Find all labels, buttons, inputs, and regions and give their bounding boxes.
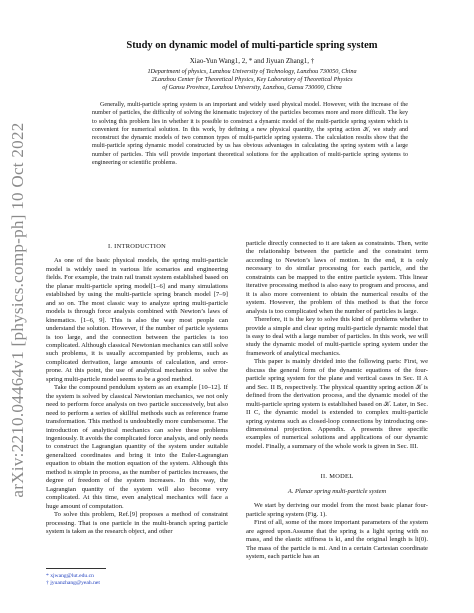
affiliation-line: 2Lanzhou Center for Theoretical Physics, Key Laboratory of Theoretical Physics <box>151 76 353 84</box>
body-paragraph: particle directly connected to it are taken as constraints. Then, write the relationship between the particle and the constraint term according to Newton’s laws of motion. In the end, it is only necessary to do similar processing for each particle, and the constraints can be mapped to the entire particle system. This linear iterative processing method is also easy to program and process, and it is also more convenient to obtain the numerical results of the system. However, the problem of this method is that the force analysis is too complicated when the number of particles is large. <box>246 240 428 315</box>
footnote-email[interactable]: * xjwang@lut.edu.cn <box>46 573 94 579</box>
abstract: Generally, multi-particle spring system is an important and widely used physical model. However, with the increase of the number of particles, the difficulty of solving the kinematic trajectory of the particles becomes more and more difficult. The key to solving this problem lies in whether it is possible to construct a dynamic model of the multi-particle spring system which is convenient for numerical solution. In this work, by defining a new physical quantity, the spring action 𝒦, we study and reconstruct the dynamic models of two common types of multi-particle spring systems. The calculation results show that the multi-particle spring dynamic model constructed by us has obvious advantages in calculating the spring system with a large number of particles. This will provide important theoretical solutions for the application of multi-particle spring systems to engineering or scientific problems. <box>92 102 408 167</box>
body-paragraph: First of all, some of the more important parameters of the system are agreed upon.Assume that the spring is a light spring with no mass, and the elastic stiffness is ki, and the original length is li(0). The mass of the particle is mi. And in a certain Cartesian coordinate system, each particle has an <box>246 519 428 560</box>
section-heading-introduction: I. INTRODUCTION <box>107 243 167 250</box>
paper-authors: Xiao-Yun Wang1, 2, * and Jiyuan Zhang1, † <box>189 57 315 65</box>
body-paragraph: As one of the basic physical models, the spring multi-particle model is widely used in various life scenarios and engineering fields. For example, the train rail transit system established based on the planar multi-particle spring model[1–6] and many simulations established by using the multi-particle spring branch model [7–9] and so on. The most classic way to analyze spring multi-particle models is through force analysis combined with Newton’s laws of kinematics. [1–6, 9]. This is also the way most people can understand the solution. However, if the number of particle systems is too large, and the connection between the particles is too complicated. Although classical Newtonian mechanics can still solve such problems, it is usually accompanied by problems, such as complicated derivation, large amounts of calculation, and error-prone. At this point, the use of analytical mechanics to solve the spring multi-particle model seems to be a good method. <box>46 257 229 383</box>
body-paragraph: Therefore, it is the key to solve this kind of problems whether to provide a simple and clear spring multi-particle dynamic model that is easy to deal with a large number of particles. In this work, we will study the dynamic model of multi-particle spring system under the framework of analytical mechanics. <box>246 316 428 357</box>
left-column <box>46 243 228 536</box>
affiliation-line: 1Department of physics, Lanzhou University of Technology, Lanzhou 730050, China <box>147 68 357 75</box>
footnote-rule <box>46 568 106 569</box>
right-column <box>246 240 428 561</box>
body-paragraph: This paper is mainly divided into the following parts: First, we discuss the general form of the dynamic equations of the four-particle spring system for the plane and vertical cases in Sec. II A and Sec. II B, respectively. The physical quantity spring action 𝒦 is defined from the derivation process, and the dynamic model of the multi-particle spring system is established based on 𝒦. Later, in Sec. II C, the dynamic model is extended to complex multi-particle spring systems such as closed-loop connections by introducing one-dimensional projection. Appendix. A presents three specific examples of numerical solutions and applications of our dynamic model. Finally, a summary of the whole work is given in Sec. III. <box>246 358 428 450</box>
paper-title: Study on dynamic model of multi-particle spring system <box>126 40 378 51</box>
body-paragraph: We start by deriving our model from the most basic planar four-particle spring system (Fig. 1). <box>246 502 428 518</box>
section-heading-model: II. MODEL <box>320 473 354 481</box>
body-paragraph: Take the compound pendulum system as an example [10–12]. If the system is solved by classical Newtonian mechanics, we not only need to perform force analysis on two particle successively, but also need to perform a series of skillful methods such as reference frame transformation. This method is undoubtedly more cumbersome. The introduction of analytical mechanics can solve these problems ingeniously. It avoids the complicated force analysis, and only needs to construct the Lagrangian quantity of the system under suitable generalized coordinates and bring it into the Euler-Lagrangian equation to obtain the motion equation of the system. Although this method is simple in process, as the number of particles increases, the degree of freedom of the system increases. In this way, the Lagrangian quantity of the system will also become very complicated. At this time, even analytical mechanics will face a huge amount of computation. <box>46 384 228 510</box>
subsection-heading-planar: A. Planar spring multi-particle system <box>287 487 387 495</box>
footnote-email[interactable]: † jyuanzhang@yeah.net <box>46 580 100 587</box>
arxiv-identifier-stamp <box>6 122 30 498</box>
affiliations <box>50 68 454 93</box>
body-paragraph: To solve this problem, Ref.[9] proposes a method of constraint processing. That is one particle in the multi-branch spring particle system is taken as the research object, and other <box>46 511 228 535</box>
affiliation-line: of Gansu Province, Lanzhou University, Lanzhou, Gansu 730000, China <box>162 84 342 92</box>
arxiv-identifier-text: arXiv:2210.04464v1 [physics.comp-ph] 10 Oct 2022 <box>8 122 27 498</box>
footnotes <box>46 573 228 587</box>
